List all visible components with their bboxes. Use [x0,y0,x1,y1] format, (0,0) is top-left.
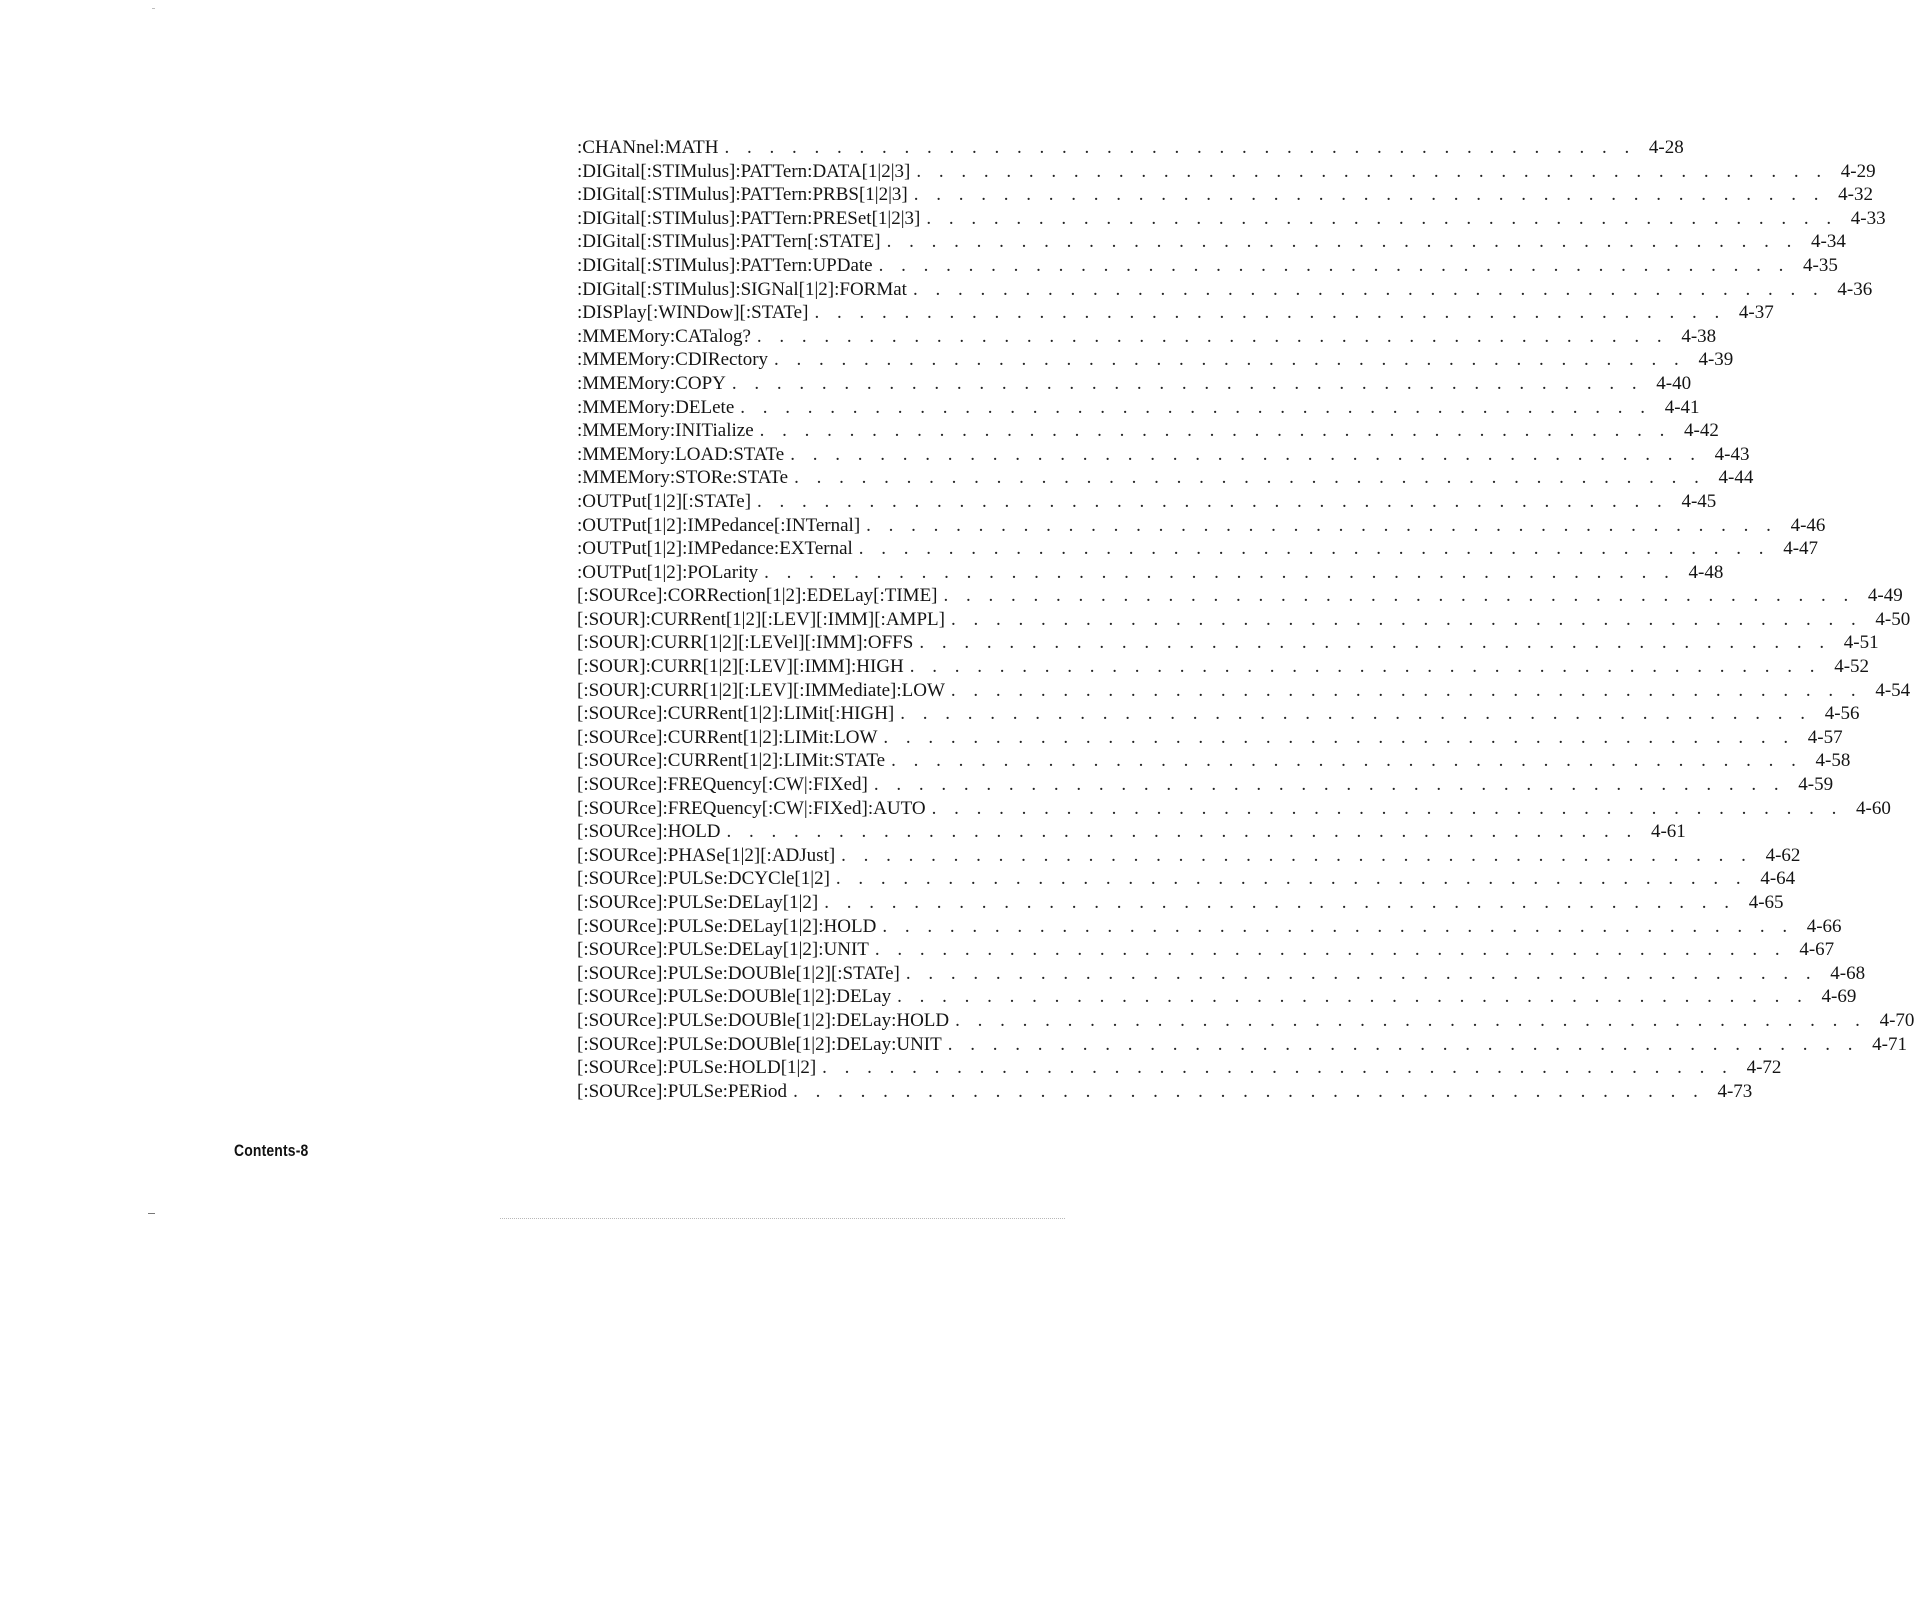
toc-dot-leader: . . . . . . . . . . . . . . . . . . . . . . . . . . . . . . . . . . . . . . . . . [814,302,1726,324]
toc-page-number: 4-72 [1746,1057,1782,1079]
toc-command: [:SOUR]:CURRent[1|2][:LEV][:IMM][:AMPL] [577,608,945,630]
toc-dot-leader: . . . . . . . . . . . . . . . . . . . . . . . . . . . . . . . . . . . . . . . . . [824,892,1736,913]
toc-dot-leader: . . . . . . . . . . . . . . . . . . . . . . . . . . . . . . . . . . . . . . . . . [794,467,1706,489]
toc-page-number: 4-70 [1879,1009,1914,1031]
toc-command: :CHANnel:MATH [577,137,719,158]
toc-entry [577,985,1857,1009]
toc-entry [577,325,1717,349]
toc-dot-leader: . . . . . . . . . . . . . . . . . . . . . . . . . . . . . . . . . . . . . . . . . [882,915,1794,937]
toc-command: [:SOUR]:CURR[1|2][:LEV][:IMMediate]:LOW [577,679,945,701]
toc-dot-leader: . . . . . . . . . . . . . . . . . . . . . . . . . . . . . . . . . . . . . . . . . [916,160,1828,182]
toc-entry [577,679,1911,703]
toc-dot-leader: . . . . . . . . . . . . . . . . . . . . . . . . . . . . . . . . . . . . . . . . . [873,774,1786,796]
toc-dot-leader: . . . . . . . . . . . . . . . . . . . . . . . . . . . . . . . . . . . . . . . . . [950,679,1863,701]
toc-page-number: 4-42 [1684,420,1719,442]
toc-entry [577,301,1774,325]
toc-page-number: 4-45 [1681,490,1717,512]
toc-entry [577,561,1724,585]
toc-entry [577,584,1903,608]
table-of-contents [577,136,1914,1103]
toc-command: [:SOURce]:HOLD [577,821,721,843]
toc-page-number: 4-40 [1656,372,1692,394]
toc-entry [577,348,1734,372]
toc-command: :OUTPut[1|2]:IMPedance:EXTernal [577,538,853,560]
toc-dot-leader: . . . . . . . . . . . . . . . . . . . . . . . . . . . . . . . . . . . . . . . . . [900,703,1812,725]
toc-page-number: 4-49 [1867,585,1903,607]
toc-dot-leader: . . . . . . . . . . . . . . . . . . . . . . . . . . . . . . . . . . . . . . . . . [886,231,1798,253]
toc-command: [:SOURce]:PULSe:DOUBle[1|2]:DELay:HOLD [577,1009,950,1031]
toc-page-number: 4-61 [1650,821,1686,843]
toc-entry [577,891,1784,915]
toc-entry [577,254,1838,278]
toc-entry [577,608,1911,632]
toc-page-number: 4-65 [1748,892,1784,913]
toc-command: [:SOURce]:CURRent[1|2]:LIMit[:HIGH] [577,703,895,725]
toc-page-number: 4-71 [1872,1033,1907,1055]
toc-page-number: 4-48 [1688,561,1724,583]
toc-entry [577,537,1819,561]
toc-dot-leader: . . . . . . . . . . . . . . . . . . . . . . . . . . . . . . . . . . . . . . . . . [858,538,1771,560]
toc-page-number: 4-46 [1790,514,1826,536]
toc-entry [577,962,1866,986]
toc-page-number: 4-69 [1821,986,1857,1008]
toc-command: [:SOURce]:PULSe:DELay[1|2]:UNIT [577,939,869,961]
toc-command: [:SOURce]:CURRent[1|2]:LIMit:LOW [577,726,878,748]
toc-page-number: 4-37 [1738,302,1774,324]
toc-page-number: 4-57 [1807,726,1843,748]
toc-page-number: 4-66 [1806,915,1842,937]
toc-page-number: 4-73 [1717,1080,1753,1102]
toc-dot-leader: . . . . . . . . . . . . . . . . . . . . . . . . . . . . . . . . . . . . . . . . . [943,585,1855,607]
toc-page-number: 4-41 [1664,396,1700,418]
toc-page-number: 4-51 [1843,632,1879,654]
toc-page-number: 4-62 [1765,844,1801,866]
toc-entry [577,372,1692,396]
toc-page-number: 4-54 [1875,679,1911,701]
toc-command: :OUTPut[1|2][:STATe] [577,490,752,512]
toc-page-number: 4-47 [1783,538,1819,560]
toc-entry [577,773,1834,797]
toc-entry [577,230,1846,254]
toc-page-number: 4-38 [1681,325,1717,347]
toc-dot-leader: . . . . . . . . . . . . . . . . . . . . . . . . . . . . . . . . . . . . . . . . . [878,254,1790,276]
toc-dot-leader: . . . . . . . . . . . . . . . . . . . . . . . . . . . . . . . . . . . . . . . . . [756,325,1669,347]
toc-page-number: 4-60 [1856,797,1891,819]
toc-page-number: 4-33 [1850,207,1886,229]
toc-dot-leader: . . . . . . . . . . . . . . . . . . . . . . . . . . . . . . . . . . . . . . . . . [731,372,1644,394]
toc-command: [:SOURce]:PULSe:PERiod [577,1080,788,1102]
toc-entry [577,136,1684,160]
toc-command: [:SOURce]:PHASe[1|2][:ADJust] [577,844,836,866]
toc-page-number: 4-56 [1824,703,1860,725]
toc-entry [577,702,1860,726]
toc-command: :DIGital[:STIMulus]:PATTern:PRESet[1|2|3] [577,207,921,229]
toc-command: :DIGital[:STIMulus]:PATTern:PRBS[1|2|3] [577,184,908,206]
toc-dot-leader: . . . . . . . . . . . . . . . . . . . . . . . . . . . . . . . . . . . . . . . . . [757,490,1669,512]
toc-page-number: 4-32 [1838,184,1873,206]
toc-entry [577,844,1801,868]
toc-entry [577,490,1717,514]
toc-entry [577,278,1873,302]
toc-entry [577,797,1891,821]
toc-page-number: 4-59 [1798,774,1834,796]
toc-command: [:SOURce]:PULSe:DOUBle[1|2][:STATe] [577,962,900,984]
toc-dot-leader: . . . . . . . . . . . . . . . . . . . . . . . . . . . . . . . . . . . . . . . . . [764,561,1676,583]
toc-command: [:SOURce]:PULSe:DCYCle[1|2] [577,868,830,890]
toc-command: :MMEMory:STORe:STATe [577,467,789,489]
toc-command: [:SOURce]:PULSe:DOUBle[1|2]:DELay [577,986,892,1008]
toc-dot-leader: . . . . . . . . . . . . . . . . . . . . . . . . . . . . . . . . . . . . . . . . . [912,278,1825,300]
toc-command: [:SOURce]:CURRent[1|2]:LIMit:STATe [577,750,886,772]
toc-command: [:SOURce]:FREQuency[:CW|:FIXed] [577,774,868,796]
toc-command: [:SOURce]:FREQuency[:CW|:FIXed]:AUTO [577,797,926,819]
toc-page-number: 4-28 [1648,137,1684,158]
toc-command: [:SOURce]:PULSe:DELay[1|2] [577,892,819,913]
toc-page-number: 4-52 [1834,656,1870,678]
toc-page-number: 4-43 [1714,443,1750,465]
toc-command: :MMEMory:LOAD:STATe [577,443,785,465]
toc-command: [:SOUR]:CURR[1|2][:LEV][:IMM]:HIGH [577,656,904,678]
toc-dot-leader: . . . . . . . . . . . . . . . . . . . . . . . . . . . . . . . . . . . . . . . . . [822,1057,1734,1079]
toc-command: :OUTPut[1|2]:POLarity [577,561,759,583]
toc-dot-leader: . . . . . . . . . . . . . . . . . . . . . . . . . . . . . . . . . . . . . . . . . [774,349,1686,371]
toc-command: [:SOURce]:CORRection[1|2]:EDELay[:TIME] [577,585,938,607]
toc-entry [577,631,1879,655]
toc-entry [577,1033,1907,1057]
toc-dot-leader: . . . . . . . . . . . . . . . . . . . . . . . . . . . . . . . . . . . . . . . . . [897,986,1809,1008]
toc-dot-leader: . . . . . . . . . . . . . . . . . . . . . . . . . . . . . . . . . . . . . . . . . [724,137,1636,158]
toc-entry [577,396,1700,420]
toc-entry [577,1056,1782,1080]
toc-dot-leader: . . . . . . . . . . . . . . . . . . . . . . . . . . . . . . . . . . . . . . . . . [866,514,1778,536]
toc-command: [:SOURce]:PULSe:DOUBle[1|2]:DELay:UNIT [577,1033,942,1055]
toc-dot-leader: . . . . . . . . . . . . . . . . . . . . . . . . . . . . . . . . . . . . . . . . . [883,726,1795,748]
toc-entry [577,1009,1914,1033]
toc-page-number: 4-64 [1760,868,1796,890]
toc-entry [577,655,1870,679]
toc-page-number: 4-29 [1840,160,1876,182]
toc-dot-leader: . . . . . . . . . . . . . . . . . . . . . . . . . . . . . . . . . . . . . . . . . [913,184,1825,206]
toc-entry [577,867,1796,891]
toc-page-number: 4-36 [1837,278,1873,300]
toc-page-number: 4-50 [1875,608,1911,630]
toc-dot-leader: . . . . . . . . . . . . . . . . . . . . . . . . . . . . . . . . . . . . . . . . . [919,632,1831,654]
toc-dot-leader: . . . . . . . . . . . . . . . . . . . . . . . . . . . . . . . . . . . . . . . . . [793,1080,1705,1102]
toc-page-number: 4-68 [1830,962,1866,984]
toc-command: :MMEMory:CATalog? [577,325,751,347]
toc-dot-leader: . . . . . . . . . . . . . . . . . . . . . . . . . . . . . . . . . . . . . . . . . [926,207,1838,229]
page-footer-label: Contents-8 [234,1141,309,1160]
toc-dot-leader: . . . . . . . . . . . . . . . . . . . . . . . . . . . . . . . . . . . . . . . . . [841,844,1753,866]
toc-dot-leader: . . . . . . . . . . . . . . . . . . . . . . . . . . . . . . . . . . . . . . . . . [726,821,1638,843]
toc-entry [577,1080,1753,1104]
toc-command: :MMEMory:DELete [577,396,735,418]
toc-dot-leader: . . . . . . . . . . . . . . . . . . . . . . . . . . . . . . . . . . . . . . . . . [950,608,1863,630]
toc-page-number: 4-58 [1815,750,1851,772]
toc-dot-leader: . . . . . . . . . . . . . . . . . . . . . . . . . . . . . . . . . . . . . . . . . [874,939,1787,961]
toc-command: :DIGital[:STIMulus]:PATTern:DATA[1|2|3] [577,160,911,182]
toc-page-number: 4-39 [1698,349,1734,371]
toc-command: :MMEMory:CDIRectory [577,349,769,371]
toc-command: [:SOURce]:PULSe:HOLD[1|2] [577,1057,817,1079]
toc-page-number: 4-67 [1799,939,1835,961]
toc-command: :DISPlay[:WINDow][:STATe] [577,302,809,324]
toc-command: :DIGital[:STIMulus]:PATTern:UPDate [577,254,873,276]
toc-dot-leader: . . . . . . . . . . . . . . . . . . . . . . . . . . . . . . . . . . . . . . . . . [931,797,1843,819]
toc-dot-leader: . . . . . . . . . . . . . . . . . . . . . . . . . . . . . . . . . . . . . . . . . [947,1033,1859,1055]
toc-entry [577,207,1886,231]
toc-dot-leader: . . . . . . . . . . . . . . . . . . . . . . . . . . . . . . . . . . . . . . . . . [905,962,1818,984]
toc-entry [577,466,1754,490]
toc-page-number: 4-35 [1803,254,1838,276]
toc-command: :DIGital[:STIMulus]:SIGNal[1|2]:FORMat [577,278,907,300]
toc-entry [577,915,1842,939]
scan-artifact-line [500,1218,1065,1219]
toc-entry [577,443,1750,467]
toc-entry [577,419,1719,443]
scan-speck [152,8,155,9]
toc-command: :DIGital[:STIMulus]:PATTern[:STATE] [577,231,881,253]
toc-dot-leader: . . . . . . . . . . . . . . . . . . . . . . . . . . . . . . . . . . . . . . . . . [759,420,1671,442]
toc-entry [577,938,1835,962]
toc-command: [:SOUR]:CURR[1|2][:LEVel][:IMM]:OFFS [577,632,914,654]
toc-command: :OUTPut[1|2]:IMPedance[:INTernal] [577,514,861,536]
toc-entry [577,183,1873,207]
toc-command: :MMEMory:COPY [577,372,726,394]
toc-dot-leader: . . . . . . . . . . . . . . . . . . . . . . . . . . . . . . . . . . . . . . . . . [955,1009,1867,1031]
toc-entry [577,160,1876,184]
toc-dot-leader: . . . . . . . . . . . . . . . . . . . . . . . . . . . . . . . . . . . . . . . . . [891,750,1803,772]
toc-entry [577,726,1843,750]
toc-dot-leader: . . . . . . . . . . . . . . . . . . . . . . . . . . . . . . . . . . . . . . . . . [740,396,1652,418]
toc-entry [577,820,1686,844]
toc-page-number: 4-34 [1811,231,1846,253]
toc-dot-leader: . . . . . . . . . . . . . . . . . . . . . . . . . . . . . . . . . . . . . . . . . [790,443,1702,465]
toc-command: [:SOURce]:PULSe:DELay[1|2]:HOLD [577,915,877,937]
scan-speck [148,1213,155,1214]
toc-page-number: 4-44 [1718,467,1754,489]
toc-command: :MMEMory:INITialize [577,420,754,442]
toc-entry [577,749,1851,773]
toc-entry [577,514,1826,538]
toc-dot-leader: . . . . . . . . . . . . . . . . . . . . . . . . . . . . . . . . . . . . . . . . . [909,656,1822,678]
toc-dot-leader: . . . . . . . . . . . . . . . . . . . . . . . . . . . . . . . . . . . . . . . . . [835,868,1748,890]
